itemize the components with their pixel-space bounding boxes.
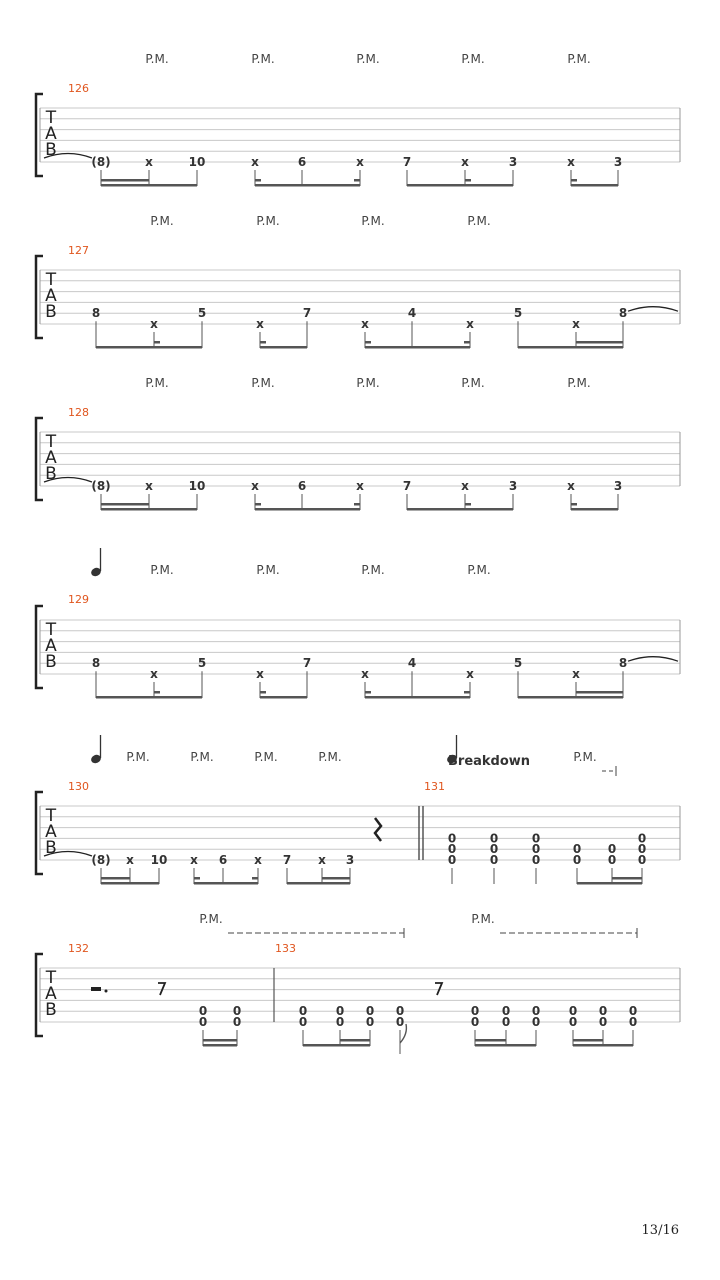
fret-number: 10 <box>188 479 206 493</box>
beam <box>154 691 160 694</box>
beam <box>571 184 618 187</box>
half-rest-icon <box>91 987 101 991</box>
fret-number: 0 <box>489 853 499 867</box>
beam <box>475 1039 506 1042</box>
fret-number: 0 <box>365 1015 375 1029</box>
quarter-rest-icon <box>375 818 381 841</box>
fret-number: x <box>461 155 469 169</box>
measure-number: 131 <box>424 780 445 793</box>
fret-number: 0 <box>232 1015 242 1029</box>
tab-staff-6 <box>36 954 680 1036</box>
beam <box>287 882 350 885</box>
note-group <box>96 671 623 698</box>
palm-mute-label: P.M. <box>567 52 591 66</box>
beam <box>260 691 266 694</box>
beam <box>365 341 371 344</box>
rest-dot <box>105 990 108 993</box>
fret-number: 0 <box>447 853 457 867</box>
beam <box>464 341 470 344</box>
beam <box>407 508 513 511</box>
fret-number: x <box>251 155 259 169</box>
fret-number: 8 <box>618 656 628 671</box>
fret-number: 7 <box>402 479 412 493</box>
beam <box>365 691 371 694</box>
fret-number: 0 <box>637 853 647 867</box>
beam <box>252 877 258 880</box>
fret-number: 0 <box>298 1004 308 1019</box>
tab-clef-letter: B <box>45 838 57 858</box>
palm-mute-label: P.M. <box>254 750 278 764</box>
fret-number: 5 <box>197 656 207 671</box>
fret-number: 0 <box>501 1015 511 1029</box>
fret-number: 8 <box>91 656 101 671</box>
beam <box>260 341 266 344</box>
tempo-mark-142 <box>90 735 102 765</box>
eighth-rest-icon <box>435 983 442 995</box>
palm-mute-label: P.M. <box>190 750 214 764</box>
fret-number: 0 <box>335 1004 345 1019</box>
beam <box>255 179 261 182</box>
tab-staff-4 <box>36 606 680 688</box>
beam <box>194 877 200 880</box>
measure-number: 132 <box>68 942 89 955</box>
fret-number: 0 <box>637 842 647 857</box>
measure-number: 133 <box>275 942 296 955</box>
fret-number: x <box>256 317 264 331</box>
fret-number: 5 <box>197 306 207 321</box>
fret-number: 0 <box>198 1015 208 1029</box>
palm-mute-label: P.M. <box>356 376 380 390</box>
page-number: 13/16 <box>641 1223 679 1238</box>
fret-number: 0 <box>232 1004 242 1019</box>
palm-mute-label: P.M. <box>467 214 491 228</box>
beam <box>101 184 197 187</box>
fret-number: 0 <box>607 853 617 867</box>
note-group <box>96 321 623 348</box>
fret-number: 0 <box>637 831 647 846</box>
palm-mute-label: P.M. <box>361 563 385 577</box>
palm-mute-label: P.M. <box>356 52 380 66</box>
beam <box>465 179 471 182</box>
palm-mute-label: P.M. <box>567 376 591 390</box>
fret-number: 5 <box>513 306 523 321</box>
note-group <box>101 170 618 187</box>
fret-number: 0 <box>572 853 582 867</box>
fret-number: 7 <box>282 853 292 867</box>
beam <box>577 882 642 885</box>
fret-number: 0 <box>395 1015 405 1029</box>
measure-number: 127 <box>68 244 89 257</box>
tie-arc <box>628 307 678 312</box>
palm-mute-label: P.M. <box>467 563 491 577</box>
palm-mute-label: P.M. <box>199 912 223 926</box>
measure-number: 129 <box>68 593 89 606</box>
tab-clef-letter: A <box>45 448 57 468</box>
fret-number: x <box>461 479 469 493</box>
fret-number: 0 <box>470 1004 480 1019</box>
palm-mute-label: P.M. <box>150 563 174 577</box>
beam <box>612 877 642 880</box>
fret-number: 0 <box>568 1004 578 1019</box>
tab-staff-2 <box>36 256 680 338</box>
beam <box>154 341 160 344</box>
tab-clef-letter: B <box>45 302 57 322</box>
beam <box>194 882 258 885</box>
tab-clef-letter: T <box>45 620 57 640</box>
fret-number: x <box>150 317 158 331</box>
fret-number: 0 <box>572 842 582 857</box>
eighth-rest-icon <box>158 983 165 995</box>
fret-number: 0 <box>531 842 541 857</box>
palm-mute-label: P.M. <box>361 214 385 228</box>
fret-number: 0 <box>531 831 541 846</box>
fret-number: 0 <box>568 1015 578 1029</box>
beam <box>365 346 470 349</box>
beam <box>96 346 202 349</box>
tab-clef-letter: T <box>45 270 57 290</box>
fret-number: 5 <box>513 656 523 671</box>
beam <box>576 341 623 344</box>
beam <box>203 1039 237 1042</box>
beam <box>573 1039 603 1042</box>
fret-number: x <box>256 667 264 681</box>
tab-clef-letter: B <box>45 140 57 160</box>
fret-number: x <box>251 479 259 493</box>
fret-number: x <box>572 667 580 681</box>
fret-number: 0 <box>489 831 499 846</box>
beam <box>260 696 307 699</box>
beam <box>571 508 618 511</box>
fret-number: 3 <box>508 155 518 169</box>
fret-number: 4 <box>407 656 417 671</box>
palm-mute-label: P.M. <box>251 376 275 390</box>
note-group <box>203 1030 633 1054</box>
beam <box>571 503 577 506</box>
palm-mute-label: P.M. <box>256 214 280 228</box>
beam <box>475 1044 536 1047</box>
fret-number: x <box>572 317 580 331</box>
fret-number: x <box>356 479 364 493</box>
fret-number: 0 <box>395 1004 405 1019</box>
measure-number: 130 <box>68 780 89 793</box>
tab-clef-letter: T <box>45 432 57 452</box>
fret-number: 0 <box>489 842 499 857</box>
fret-number: 0 <box>501 1004 511 1019</box>
fret-number: 0 <box>198 1004 208 1019</box>
fret-number: x <box>466 667 474 681</box>
beam <box>255 503 261 506</box>
fret-number: 3 <box>345 853 355 867</box>
beam <box>203 1044 237 1047</box>
fret-number: 3 <box>613 155 623 169</box>
tab-clef-letter: T <box>45 968 57 988</box>
beam <box>464 691 470 694</box>
palm-mute-label: P.M. <box>573 750 597 764</box>
fret-number: x <box>356 155 364 169</box>
fret-number: (8) <box>91 853 111 867</box>
tab-clef-letter: A <box>45 984 57 1004</box>
fret-number: x <box>126 853 134 867</box>
fret-number: 0 <box>470 1015 480 1029</box>
palm-mute-label: P.M. <box>251 52 275 66</box>
fret-number: 7 <box>302 306 312 321</box>
fret-number: 0 <box>335 1015 345 1029</box>
palm-mute-label: P.M. <box>126 750 150 764</box>
measure-number: 128 <box>68 406 89 419</box>
fret-number: x <box>145 479 153 493</box>
beam <box>101 877 130 880</box>
beam <box>101 508 197 511</box>
beam <box>255 508 360 511</box>
beam <box>571 179 577 182</box>
fret-number: 6 <box>297 479 307 493</box>
fret-number: 6 <box>297 155 307 169</box>
fret-number: 0 <box>447 831 457 846</box>
fret-number: x <box>567 479 575 493</box>
fret-number: 10 <box>188 155 206 169</box>
beam <box>101 503 149 506</box>
fret-number: x <box>361 317 369 331</box>
tab-clef-letter: A <box>45 286 57 306</box>
fret-number: x <box>254 853 262 867</box>
fret-number: x <box>150 667 158 681</box>
fret-number: x <box>466 317 474 331</box>
fret-number: 0 <box>298 1015 308 1029</box>
measure-number: 126 <box>68 82 89 95</box>
tab-clef-letter: T <box>45 806 57 826</box>
fret-number: 0 <box>531 1004 541 1019</box>
fret-number: 8 <box>91 306 101 321</box>
fret-number: 10 <box>150 853 168 867</box>
beam <box>573 1044 633 1047</box>
beam <box>260 346 307 349</box>
fret-number: 0 <box>628 1004 638 1019</box>
beam <box>340 1039 370 1042</box>
fret-number: 0 <box>447 842 457 857</box>
tab-clef-letter: A <box>45 636 57 656</box>
beam <box>101 882 159 885</box>
fret-number: 8 <box>618 306 628 321</box>
beam <box>354 503 360 506</box>
fret-number: x <box>145 155 153 169</box>
fret-number: x <box>318 853 326 867</box>
beam <box>407 184 513 187</box>
tab-clef-letter: T <box>45 108 57 128</box>
palm-mute-label: P.M. <box>461 376 485 390</box>
beam <box>354 179 360 182</box>
tie-arc <box>628 657 678 662</box>
beam <box>303 1044 370 1047</box>
fret-number: 0 <box>365 1004 375 1019</box>
fret-number: 7 <box>402 155 412 169</box>
tab-clef-letter: B <box>45 1000 57 1020</box>
fret-number: 0 <box>531 853 541 867</box>
beam <box>518 696 623 699</box>
note-group <box>101 868 642 885</box>
fret-number: (8) <box>91 479 111 493</box>
beam <box>96 696 202 699</box>
tempo-mark <box>90 548 102 578</box>
fret-number: (8) <box>91 155 111 169</box>
fret-number: 0 <box>598 1015 608 1029</box>
beam <box>465 503 471 506</box>
section-label: Breakdown <box>448 754 531 769</box>
palm-mute-label: P.M. <box>145 52 169 66</box>
tab-clef-letter: B <box>45 464 57 484</box>
beam <box>576 691 623 694</box>
fret-number: x <box>190 853 198 867</box>
palm-mute-label: P.M. <box>145 376 169 390</box>
fret-number: 0 <box>531 1015 541 1029</box>
fret-number: x <box>567 155 575 169</box>
palm-mute-label: P.M. <box>471 912 495 926</box>
beam <box>101 179 149 182</box>
note-group <box>101 494 618 511</box>
fret-number: 3 <box>613 479 623 493</box>
fret-number: 0 <box>628 1015 638 1029</box>
fret-number: 6 <box>218 853 228 867</box>
tab-clef-letter: A <box>45 822 57 842</box>
beam <box>518 346 623 349</box>
beam <box>365 696 470 699</box>
fret-number: 3 <box>508 479 518 493</box>
palm-mute-label: P.M. <box>256 563 280 577</box>
fret-number: 7 <box>302 656 312 671</box>
fret-number: 0 <box>598 1004 608 1019</box>
fret-number: x <box>361 667 369 681</box>
tab-clef-letter: B <box>45 652 57 672</box>
beam <box>255 184 360 187</box>
palm-mute-label: P.M. <box>150 214 174 228</box>
beam <box>322 877 350 880</box>
palm-mute-label: P.M. <box>318 750 342 764</box>
tab-clef-letter: A <box>45 124 57 144</box>
fret-number: 0 <box>607 842 617 857</box>
palm-mute-label: P.M. <box>461 52 485 66</box>
fret-number: 4 <box>407 306 417 321</box>
